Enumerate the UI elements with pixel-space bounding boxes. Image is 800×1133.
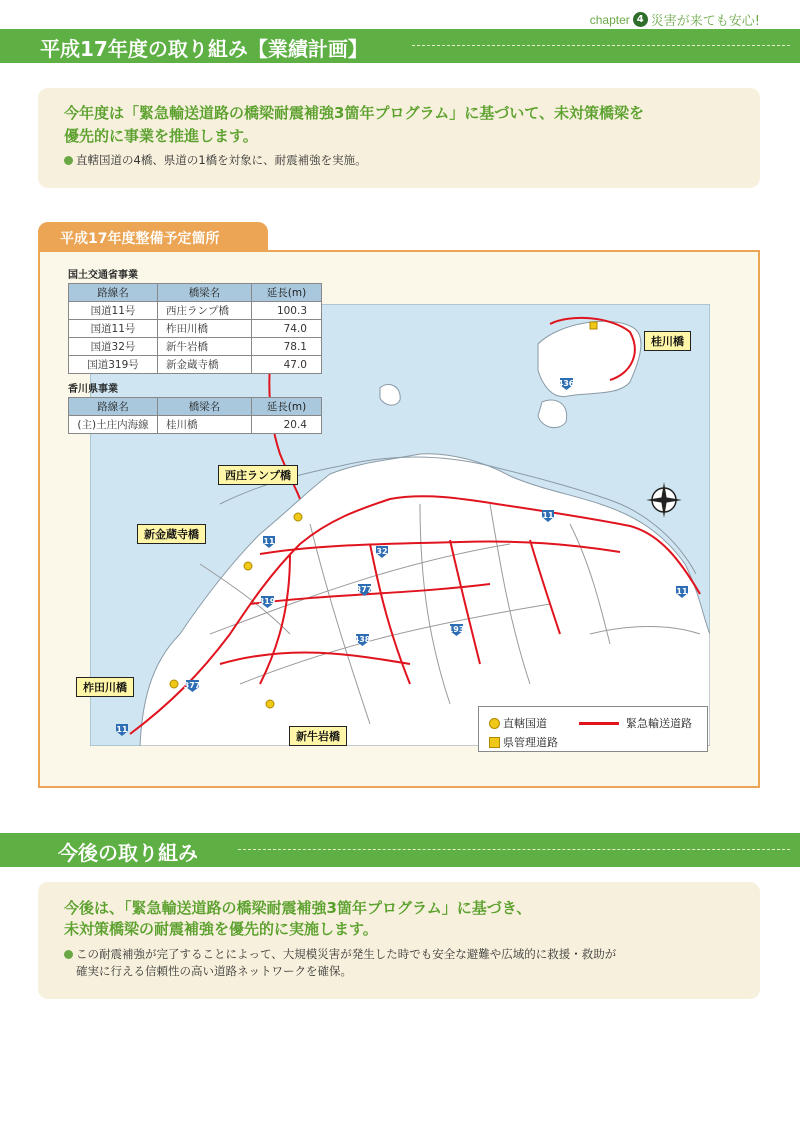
col-length: 延長(m) bbox=[252, 398, 322, 416]
bullet-dot-icon bbox=[64, 156, 73, 165]
svg-text:436: 436 bbox=[557, 379, 575, 388]
lead-line-1: 今年度は「緊急輸送道路の橋梁耐震補強3箇年プログラム」に基づいて、未対策橋梁を bbox=[64, 104, 644, 122]
summary-box-plan bbox=[38, 88, 760, 188]
legend-pref: 県管理道路 bbox=[489, 734, 558, 750]
bullet-item bbox=[64, 152, 760, 169]
lead-line-1: 今後は、「緊急輸送道路の橋梁耐震補強3箇年プログラム」に基づき、 bbox=[64, 899, 532, 917]
chapter-number-badge: 4 bbox=[633, 12, 648, 27]
lead-line-2: 未対策橋梁の耐震補強を優先的に実施します。 bbox=[64, 920, 378, 938]
section-header-future bbox=[0, 833, 800, 867]
svg-text:319: 319 bbox=[258, 597, 276, 606]
marker-shinkonzo bbox=[244, 562, 252, 570]
legend-square-icon bbox=[489, 737, 500, 748]
chapter-title: 災害が来ても安心! bbox=[650, 14, 760, 29]
section-header-plan bbox=[0, 29, 800, 63]
table-row: 国道11号 西庄ランプ橋 100.3 bbox=[69, 302, 322, 320]
label-shinushi-bridge: 新牛岩橋 bbox=[289, 726, 347, 746]
chapter-tag bbox=[590, 10, 760, 29]
table-row: (主)土庄内海線 桂川橋 20.4 bbox=[69, 416, 322, 434]
chapter-word: chapter bbox=[589, 12, 630, 27]
bullet-text: この耐震補強が完了することによって、大規模災害が発生した時でも安全な避難や広域的に救援・救助が 確実に行える信頼性の高い道路ネットワークを確保。 bbox=[76, 947, 617, 978]
legend-red-line-icon bbox=[579, 722, 619, 725]
svg-text:11: 11 bbox=[676, 587, 688, 596]
marker-kunita bbox=[170, 680, 178, 688]
col-bridge: 橋梁名 bbox=[158, 398, 252, 416]
legend-circle-icon bbox=[489, 718, 500, 729]
svg-text:11: 11 bbox=[542, 511, 554, 520]
table-row: 国道319号 新金蔵寺橋 47.0 bbox=[69, 356, 322, 374]
label-shinkonzo-bridge: 新金蔵寺橋 bbox=[137, 524, 206, 544]
bridge-tables bbox=[68, 266, 324, 434]
label-nishisho-bridge: 西庄ランプ橋 bbox=[218, 465, 298, 485]
header-dashed-line bbox=[238, 849, 790, 850]
table2-caption: 香川県事業 bbox=[68, 384, 118, 395]
table-row: 国道32号 新牛岩橋 78.1 bbox=[69, 338, 322, 356]
label-katsura-bridge: 桂川橋 bbox=[644, 331, 691, 351]
lead-line-2: 優先的に事業を推進します。 bbox=[64, 127, 258, 145]
svg-text:377: 377 bbox=[183, 681, 201, 690]
bullet-text: 直轄国道の4橋、県道の1橋を対象に、耐震補強を実施。 bbox=[76, 153, 367, 167]
table-row: 国道11号 柞田川橋 74.0 bbox=[69, 320, 322, 338]
map-legend bbox=[478, 706, 708, 752]
marker-nishisho bbox=[294, 513, 302, 521]
table-kagawa bbox=[68, 397, 322, 434]
svg-text:32: 32 bbox=[376, 547, 388, 556]
svg-text:11: 11 bbox=[116, 725, 128, 734]
small-island bbox=[538, 400, 567, 428]
svg-text:377: 377 bbox=[355, 585, 373, 594]
col-route: 路線名 bbox=[69, 284, 158, 302]
section-title: 平成17年度の取り組み【業績計画】 bbox=[40, 37, 368, 61]
legend-national: 直轄国道 bbox=[489, 715, 547, 731]
marker-katsura bbox=[590, 322, 597, 329]
marker-shinushi bbox=[266, 700, 274, 708]
bullet-dot-icon bbox=[64, 950, 73, 959]
legend-emergency: 緊急輸送道路 bbox=[579, 715, 692, 731]
summary-box-future bbox=[38, 882, 760, 999]
shodoshima-island bbox=[538, 321, 641, 396]
section-title: 今後の取り組み bbox=[58, 841, 198, 865]
table1-caption: 国土交通省事業 bbox=[68, 270, 138, 281]
label-kunita-bridge: 柞田川橋 bbox=[76, 677, 134, 697]
table-header-row bbox=[69, 398, 322, 416]
header-dashed-line bbox=[412, 45, 790, 46]
col-length: 延長(m) bbox=[252, 284, 322, 302]
col-route: 路線名 bbox=[69, 398, 158, 416]
svg-text:11: 11 bbox=[263, 537, 275, 546]
map-tab-title: 平成17年度整備予定箇所 bbox=[38, 222, 268, 252]
table-mlit bbox=[68, 283, 322, 374]
col-bridge: 橋梁名 bbox=[158, 284, 252, 302]
bullet-item bbox=[64, 946, 760, 980]
svg-text:438: 438 bbox=[353, 635, 371, 644]
svg-text:193: 193 bbox=[447, 625, 465, 634]
table-header-row bbox=[69, 284, 322, 302]
